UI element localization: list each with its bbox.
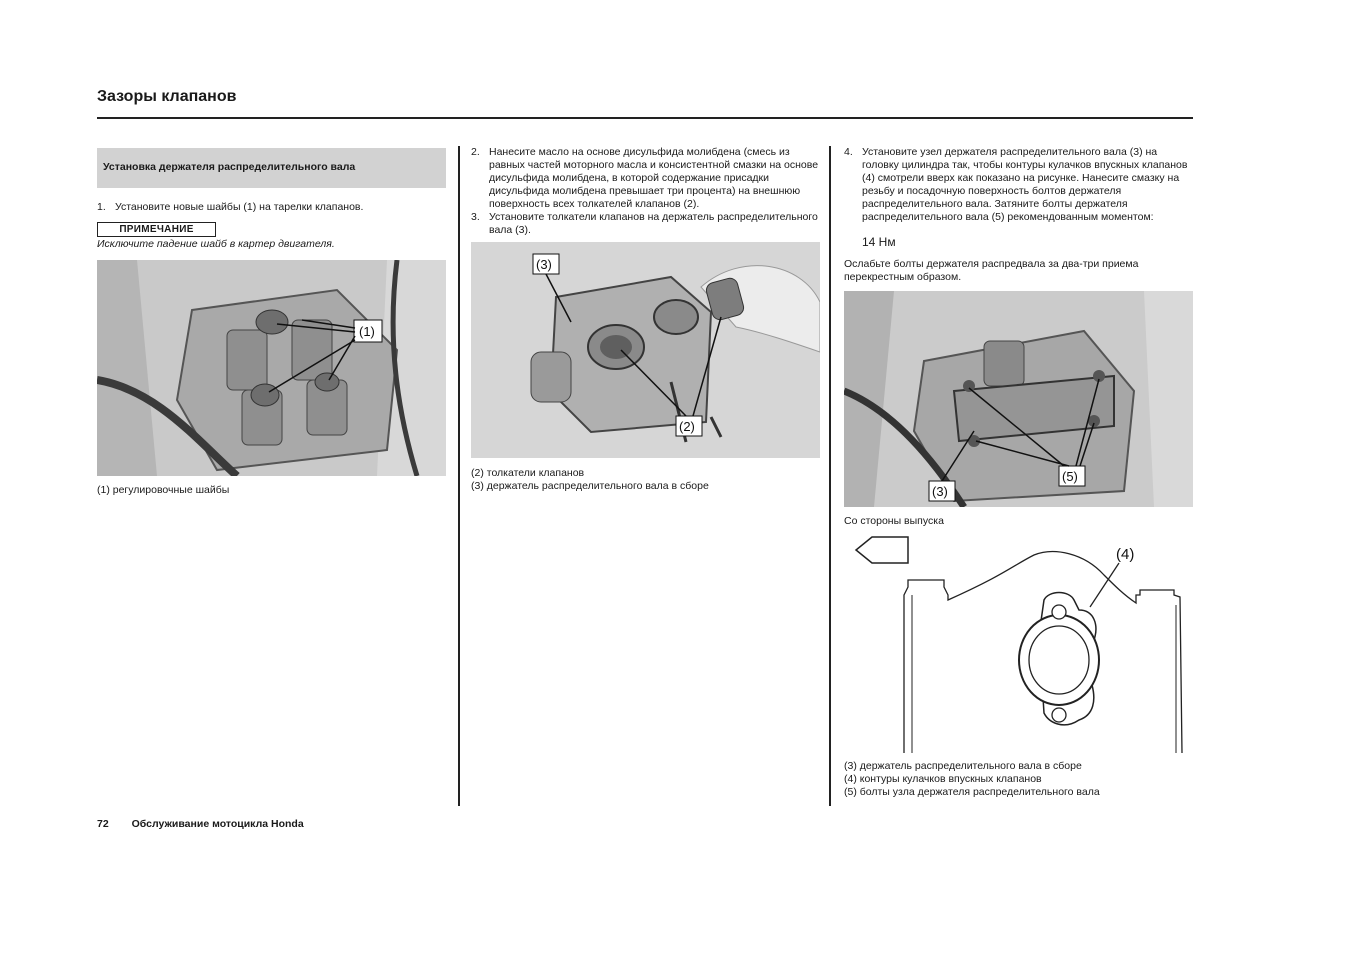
step-4 xyxy=(844,146,1193,224)
step-text: Установите новые шайбы (1) на тарелки клапанов. xyxy=(115,201,364,213)
column-divider-2 xyxy=(829,146,831,806)
step-number: 2. xyxy=(471,146,480,158)
callout-4: (4) xyxy=(1116,546,1135,563)
callout-2: (2) xyxy=(679,419,695,434)
step-3 xyxy=(471,211,820,237)
arrow-left-icon xyxy=(856,537,908,563)
loosen-instruction: Ослабьте болты держателя распредвала за два-три приема перекрестным образом. xyxy=(844,258,1139,283)
column-divider-1 xyxy=(458,146,460,806)
diagram-cam-lobes xyxy=(844,535,1193,757)
photo-shims xyxy=(97,260,446,476)
title-divider xyxy=(97,117,1193,119)
step-number: 3. xyxy=(471,211,480,223)
step-number: 4. xyxy=(844,146,853,158)
figure-caption: (1) регулировочные шайбы xyxy=(97,484,230,496)
step-text: Нанесите масло на основе дисульфида молибдена (смесь из равных частей моторного масла и консистентной смазки на основе дисульфида молибдена, в которой содержание присадки дисульфида молибдена превышает три процента) на внешнюю поверхность всех толкателей клапанов (2). xyxy=(489,146,819,210)
callout-1: (1) xyxy=(359,324,375,339)
callout-3: (3) xyxy=(932,484,948,499)
figure-caption: (5) болты узла держателя распределительного вала xyxy=(844,786,1100,798)
photo-camshaft-holder xyxy=(844,291,1193,507)
figure-caption-exhaust-side: Со стороны выпуска xyxy=(844,515,944,527)
step-1 xyxy=(97,201,446,214)
page-number: 72 xyxy=(97,818,109,830)
step-text: Установите толкатели клапанов на держатель распределительного вала (3). xyxy=(489,211,818,236)
note-text: Исключите падение шайб в картер двигателя. xyxy=(97,238,335,250)
step-text: Установите узел держателя распределительного вала (3) на головку цилиндра так, чтобы контуры кулачков впускных клапанов (4) смотрели вверх как показано на рисунке. Нанесите смазку на резьбу и посадочную поверхность болтов держателя распределительного вала. Затяните болты держателя распределительного вала (5) рекомендованным моментом: xyxy=(862,146,1188,223)
photo-tappets xyxy=(471,242,820,458)
footer-title: Обслуживание мотоцикла Honda xyxy=(131,818,304,830)
section-heading: Установка держателя распределительного вала xyxy=(97,148,446,188)
figure-caption: (3) держатель распределительного вала в сборе xyxy=(471,480,709,492)
callout-5: (5) xyxy=(1062,469,1078,484)
torque-value: 14 Нм xyxy=(862,235,896,249)
page-footer xyxy=(97,818,304,830)
figure-caption: (4) контуры кулачков впускных клапанов xyxy=(844,773,1042,785)
step-number: 1. xyxy=(97,201,106,213)
step-2 xyxy=(471,146,820,211)
callout-3: (3) xyxy=(536,257,552,272)
page-title: Зазоры клапанов xyxy=(97,88,237,105)
figure-caption: (3) держатель распределительного вала в сборе xyxy=(844,760,1082,772)
note-label: ПРИМЕЧАНИЕ xyxy=(97,222,216,237)
figure-caption: (2) толкатели клапанов xyxy=(471,467,585,479)
